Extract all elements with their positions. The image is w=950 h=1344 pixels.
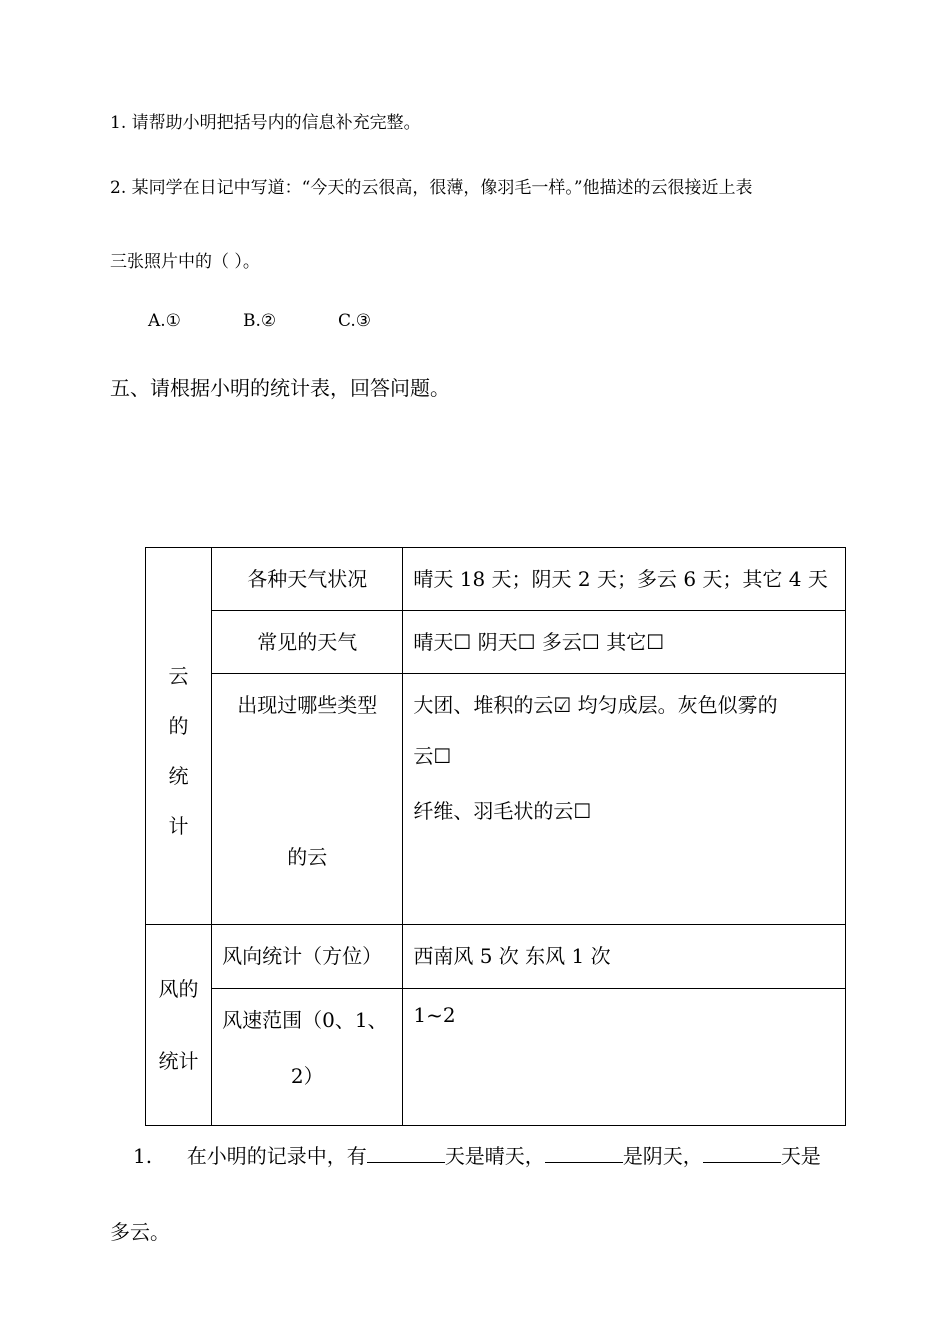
cloud-types-label: [212, 674, 403, 925]
cloud-types-value: [403, 674, 846, 925]
weather-conditions-label: 各种天气状况: [212, 548, 403, 611]
wind-group-line: 统计: [158, 1049, 199, 1073]
question-text-part-4: 天是: [780, 1144, 821, 1168]
cloud-group-char: 统: [168, 764, 189, 788]
common-weather-label: 常见的天气: [212, 611, 403, 674]
weather-conditions-value: 晴天 18 天；阴天 2 天；多云 6 天；其它 4 天: [403, 548, 846, 611]
section-title: 五、请根据小明的统计表，回答问题。: [110, 376, 450, 400]
question-2-line-1: 2. 某同学在日记中写道：“今天的云很高，很薄，像羽毛一样。”他描述的云很接近上表: [110, 178, 753, 198]
wind-stats-group-label: [146, 925, 212, 1126]
statistics-table: [145, 547, 846, 1126]
option-c: C.③: [338, 311, 372, 331]
option-b: B.②: [243, 311, 277, 331]
question-2-line-2: 三张照片中的（ ）。: [110, 252, 260, 272]
question-text-part-1: 在小明的记录中，有: [186, 1144, 367, 1168]
question-bottom-1-line-2: 多云。: [110, 1220, 170, 1244]
answer-blank-sunny[interactable]: [367, 1144, 445, 1163]
cloud-group-char: 的: [168, 714, 189, 738]
wind-speed-label-line-1: 风速范围（0、1、: [222, 1008, 388, 1032]
answer-blank-overcast[interactable]: [545, 1144, 623, 1163]
wind-speed-label: [212, 989, 403, 1126]
question-text-part-3: 是阴天，: [622, 1144, 703, 1168]
cloud-types-value-line-1: 大团、堆积的云☑ 均匀成层。灰色似雾的: [413, 693, 778, 717]
wind-direction-label: 风向统计（方位）: [212, 925, 403, 989]
cloud-types-value-line-2: 云☐: [413, 744, 452, 768]
wind-group-line: 风的: [158, 977, 199, 1001]
option-a: A.①: [148, 311, 181, 331]
cloud-types-value-line-3: 纤维、羽毛状的云☐: [413, 799, 592, 823]
question-1-text: 1. 请帮助小明把括号内的信息补充完整。: [110, 113, 421, 133]
wind-speed-value: 1~2: [403, 989, 846, 1126]
cloud-types-label-line-1: 出现过哪些类型: [237, 693, 378, 717]
wind-speed-label-line-2: 2）: [290, 1064, 324, 1088]
cloud-group-char: 计: [168, 814, 189, 838]
cloud-group-char: 云: [168, 664, 189, 688]
cloud-stats-group-label: [146, 548, 212, 925]
question-number: 1.: [133, 1144, 153, 1168]
common-weather-value: 晴天☐ 阴天☐ 多云☐ 其它☐: [403, 611, 846, 674]
answer-blank-cloudy[interactable]: [703, 1144, 781, 1163]
cloud-types-label-line-2: 的云: [287, 845, 328, 869]
wind-direction-value: 西南风 5 次 东风 1 次: [403, 925, 846, 989]
question-text-part-2: 天是晴天，: [444, 1144, 545, 1168]
question-bottom-1: [133, 1140, 821, 1169]
